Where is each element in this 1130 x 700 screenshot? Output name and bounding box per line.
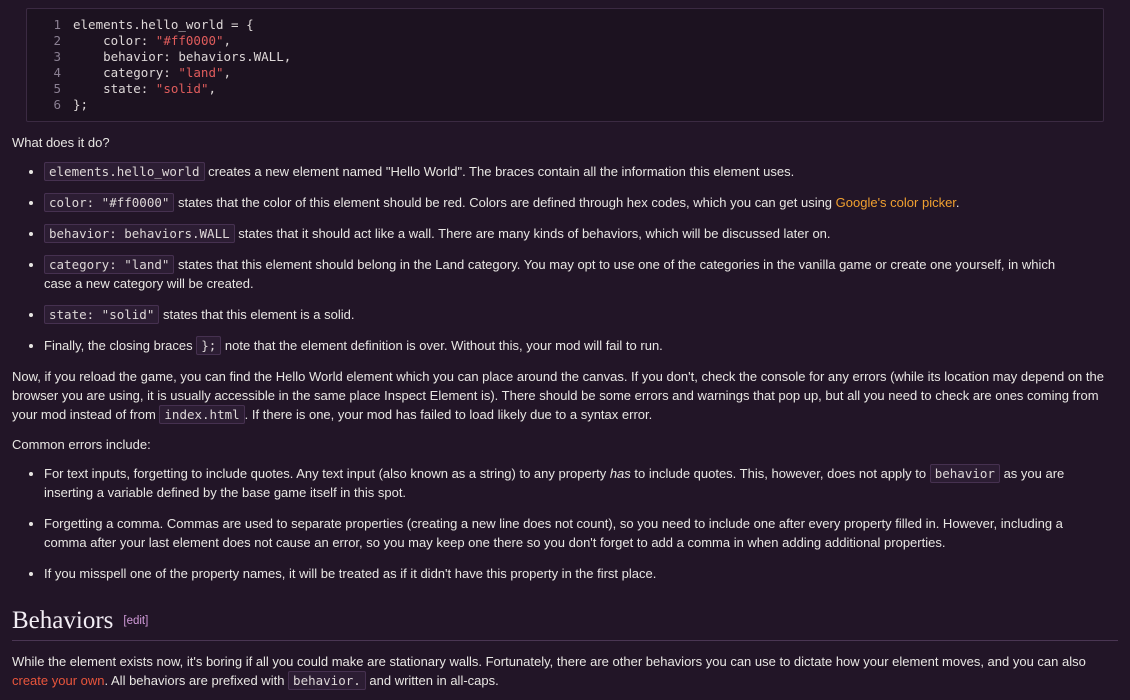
code-text: category: "land", (73, 65, 232, 80)
line-number: 6 (53, 97, 61, 112)
inline-code: behavior: behaviors.WALL (44, 224, 235, 243)
code-line (27, 33, 1103, 49)
text-run: . All behaviors are prefixed with (104, 673, 289, 688)
errors-list (6, 464, 1124, 583)
code-text: elements.hello_world = { (73, 17, 254, 32)
code-text: behavior: behaviors.WALL, (73, 49, 292, 64)
list-item (44, 564, 1124, 583)
text-run: to include quotes. This, however, does not apply to (630, 466, 930, 481)
text-run: states that this element should belong in the Land category. You may opt to use one of the categories in the vanilla game or create one yourself, in which case a new category will be created. (44, 257, 1056, 291)
text-run: creates a new element named "Hello World". The braces contain all the information this element uses. (204, 164, 795, 179)
code-block (26, 8, 1104, 122)
inline-code: behavior. (288, 671, 366, 690)
explain-list (6, 162, 1124, 355)
common-errors-heading: Common errors include: (12, 437, 151, 452)
text-run: Forgetting a comma. Commas are used to separate properties (creating a new line does not count), so you need to include one after every property filled in. However, including a comma after your last element does not cause an error, so you may keep one there so you don't forget to add a comma in when adding additional properties. (44, 516, 1063, 550)
code-text: state: "solid", (73, 81, 217, 96)
line-number: 4 (53, 65, 61, 80)
code-text: color: "#ff0000", (73, 33, 232, 48)
behaviors-heading (12, 607, 1118, 641)
list-item (44, 464, 1124, 502)
list-item (44, 162, 1124, 181)
code-line (27, 97, 1103, 113)
list-item (44, 514, 1124, 552)
external-link[interactable]: Google's color picker (835, 195, 956, 210)
list-item (44, 224, 1124, 243)
line-number: 2 (53, 33, 61, 48)
line-number: 5 (53, 81, 61, 96)
inline-code: color: "#ff0000" (44, 193, 174, 212)
inline-code: }; (196, 336, 221, 355)
internal-link[interactable]: create your own (12, 673, 105, 688)
code-line (27, 17, 1103, 33)
edit-link[interactable]: [edit] (123, 615, 149, 627)
behaviors-title: Behaviors (12, 607, 114, 634)
text-run: While the element exists now, it's boring if all you could make are stationary walls. Fortunately, there are other behaviors you can use to dictate how your element moves, and you can also (12, 654, 1086, 669)
reload-paragraph (12, 367, 1118, 424)
inline-code: elements.hello_world (44, 162, 205, 181)
text-run: Now, if you reload the game, you can find the Hello World element which you can place around the canvas. If you don't, check the console for any errors (while its location may depend on the browser you are using, it is usually accessible in the same place Inspect Element is). There should be some errors and warnings that pop up, but all you need to check are ones coming from your mod instead of from (12, 369, 1104, 422)
emphasis-text: has (609, 466, 631, 481)
inline-code: category: "land" (44, 255, 174, 274)
intro-question: What does it do? (12, 135, 110, 150)
inline-code: behavior (930, 464, 1000, 483)
behaviors-paragraph (12, 652, 1118, 690)
list-item (44, 193, 1124, 212)
inline-code: index.html (159, 405, 244, 424)
code-line (27, 49, 1103, 65)
line-number: 3 (53, 49, 61, 64)
text-run: . If there is one, your mod has failed to load likely due to a syntax error. (244, 407, 653, 422)
list-item (44, 305, 1124, 324)
text-run: For text inputs, forgetting to include quotes. Any text input (also known as a string) to any property (44, 466, 610, 481)
code-line (27, 65, 1103, 81)
list-item (44, 255, 1124, 293)
inline-code: state: "solid" (44, 305, 159, 324)
code-text: }; (73, 97, 89, 112)
article-content (0, 133, 1130, 690)
line-number: 1 (53, 17, 61, 32)
text-run: . (955, 195, 960, 210)
text-run: and written in all-caps. (365, 673, 499, 688)
edit-link-wrapper (123, 615, 148, 627)
text-run: states that the color of this element should be red. Colors are defined through hex codes, which you can get using (174, 195, 836, 210)
list-item (44, 336, 1124, 355)
text-run: states that this element is a solid. (159, 307, 355, 322)
text-run: states that it should act like a wall. There are many kinds of behaviors, which will be discussed later on. (234, 226, 831, 241)
text-run: note that the element definition is over. Without this, your mod will fail to run. (221, 338, 663, 353)
text-run: as you are inserting a variable defined by the base game itself in this spot. (44, 466, 1065, 500)
text-run: If you misspell one of the property names, it will be treated as if it didn't have this property in the first place. (44, 566, 657, 581)
text-run: Finally, the closing braces (44, 338, 197, 353)
code-line (27, 81, 1103, 97)
